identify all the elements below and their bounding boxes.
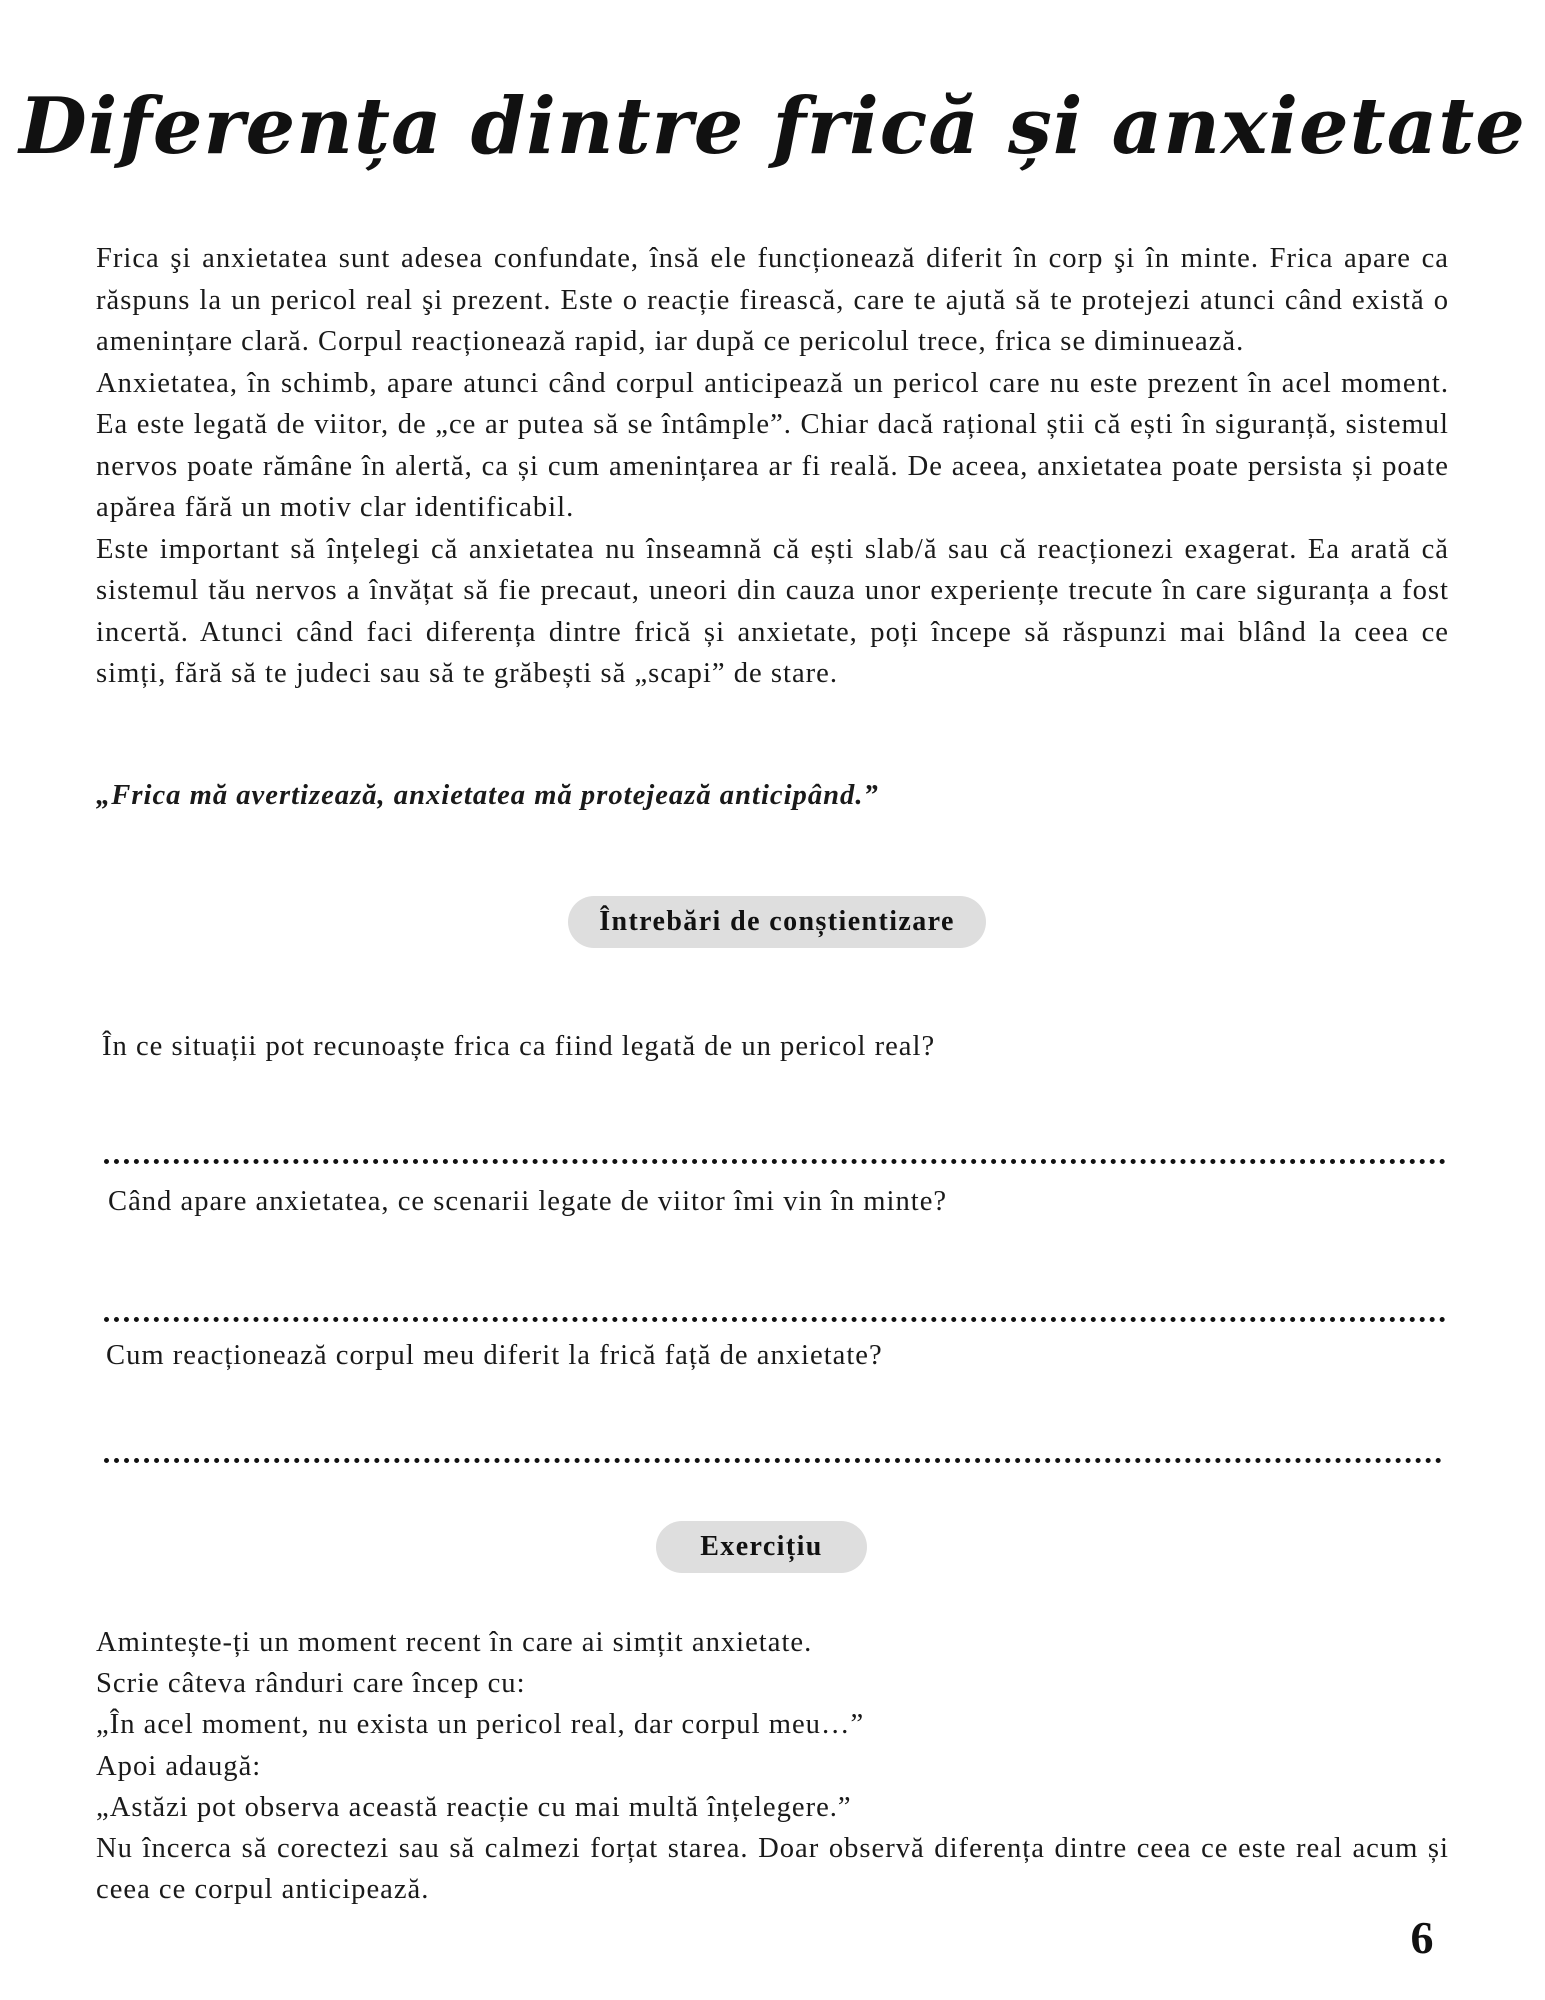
exercise-line: Apoi adaugă: [96, 1750, 262, 1782]
page-number: 6 [1410, 1912, 1434, 1963]
highlight-quote: „Frica mă avertizează, anxietatea mă protejează anticipând.” [96, 780, 879, 811]
intro-paragraph: Anxietatea, în schimb, apare atunci când corpul anticipează un pericol care nu este prezent în acel moment. Ea este legată de viitor, de „ce ar putea să se întâmple”. Chiar dacă rațional știi că ești în siguranță, sistemul nervos poate rămâne în alertă, ca și cum amenințarea ar fi reală. De aceea, anxietatea poate persista și poate apărea fără un motiv clar identificabil. [96, 367, 1449, 523]
intro-paragraph: Este important să înțelegi că anxietatea nu înseamnă că ești slab/ă sau că reacționezi exagerat. Ea arată că sistemul tău nervos a învățat să fie precaut, uneori din cauza unor experiențe trecute în care siguranța a fost incertă. Atunci când faci diferența dintre frică și anxietate, poți începe să răspunzi mai blând la ceea ce simți, fără să te judeci sau să te grăbești să „scapi” de stare. [96, 533, 1449, 689]
intro-paragraph: Frica şi anxietatea sunt adesea confundate, însă ele funcționează diferit în corp şi în minte. Frica apare ca răspuns la un pericol real şi prezent. Este o reacție firească, care te ajută să te protejezi atunci când există o amenințare clară. Corpul reacționează rapid, iar după ce pericolul trece, frica se diminuează. [96, 243, 1449, 357]
exercise-line: „În acel moment, nu exista un pericol real, dar corpul meu…” [96, 1709, 865, 1741]
question-1: În ce situații pot recunoaște frica ca fiind legată de un pericol real? [102, 1031, 936, 1062]
exercise-heading: Exercițiu [656, 1521, 867, 1573]
intro-text [96, 238, 1449, 695]
questions-heading: Întrebări de conștientizare [568, 896, 986, 948]
exercise-line: Scrie câteva rânduri care încep cu: [96, 1668, 526, 1700]
exercise-line: Amintește-ți un moment recent în care ai simțit anxietate. [96, 1627, 813, 1658]
exercise-line: „Astăzi pot observa această reacție cu mai multă înțelegere.” [96, 1791, 852, 1823]
question-2: Când apare anxietatea, ce scenarii legate de viitor îmi vin în minte? [108, 1186, 948, 1217]
question-3: Cum reacționează corpul meu diferit la frică față de anxietate? [106, 1340, 883, 1371]
exercise-line: Nu încerca să corectezi sau să calmezi forțat starea. Doar observă diferența dintre ceea ce este real acum și ceea ce corpul anticipează. [96, 1833, 1449, 1906]
page-title: Diferența dintre frică și anxietate [19, 81, 1526, 172]
answer-line-1[interactable] [104, 1159, 1446, 1164]
answer-line-3[interactable] [104, 1458, 1442, 1463]
exercise-text [96, 1622, 1449, 1910]
answer-line-2[interactable] [104, 1317, 1446, 1322]
